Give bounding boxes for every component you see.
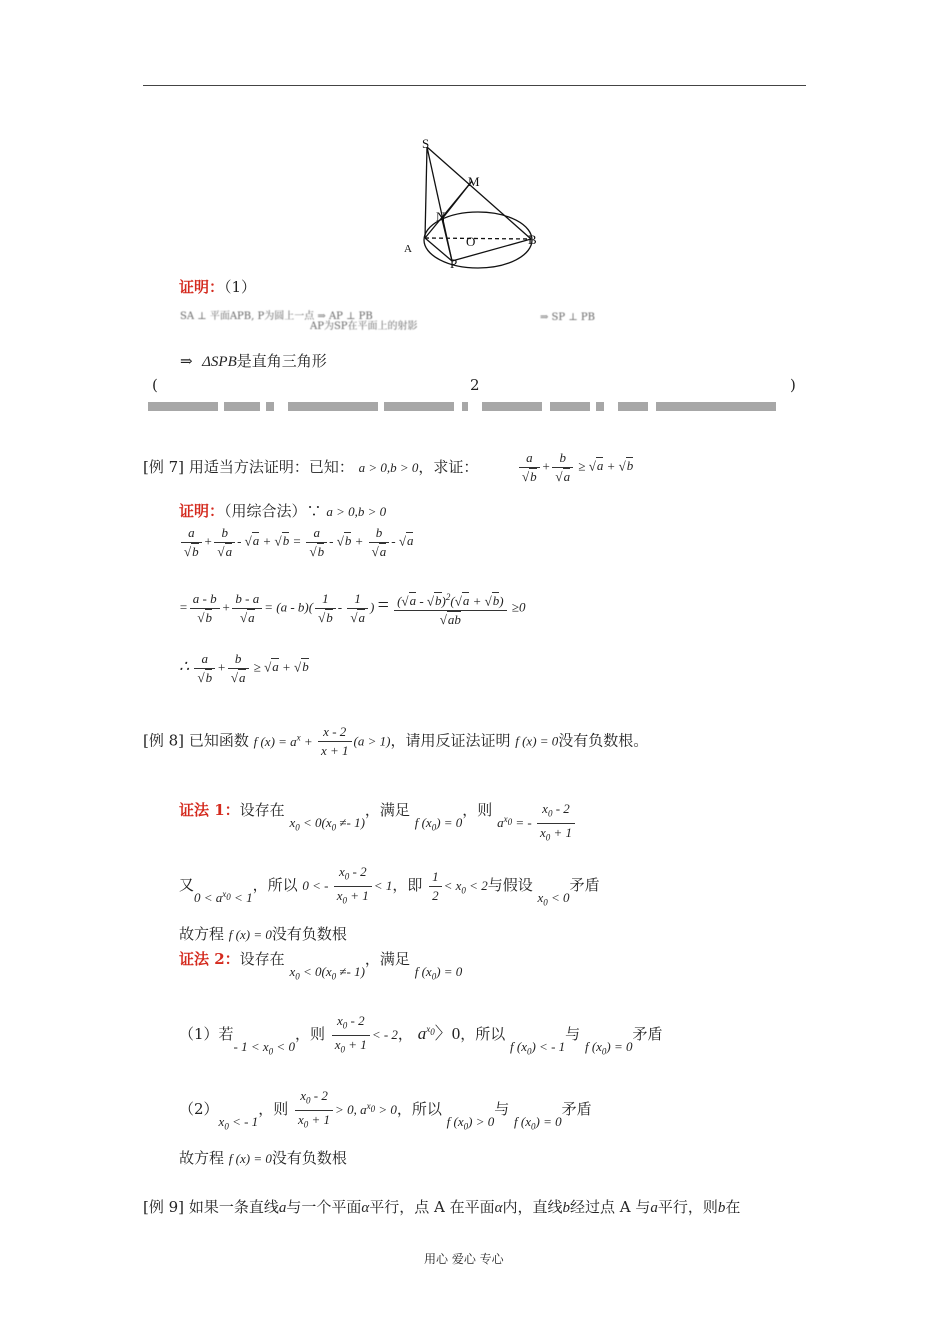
proof1-conclusion: ⇒ ΔSPB是直角三角形 (180, 352, 327, 370)
header-rule (143, 85, 806, 86)
label-o: O (466, 234, 476, 249)
geometry-figure (400, 135, 550, 270)
ex7-step1: $\frac{a}{√b}$ + $\frac{b}{√a}$ - √a + √b = $\frac{a}{√b}$ - √b + $\frac{b}{√a}$ - √a (179, 524, 413, 561)
ex7-target-inequality: $\frac{a}{√b}$ + $\frac{b}{√a}$ ≥ √a + √b (517, 449, 633, 486)
paren-open: ( (152, 376, 158, 394)
page-footer: 用心 爱心 专心 (424, 1252, 504, 1266)
ex7-conclusion: ∴ $\frac{a}{√b}$ + $\frac{b}{√a}$ ≥ √a + √b (179, 651, 309, 685)
illegible-formula-line (148, 397, 900, 413)
ex8-statement: [例 8] 已知函数 f $(x) = a^x$ + $\frac{x - 2}{x + 1}$ (a > 1)，请用反证法证明 f (x) = 0没有负数根。 (143, 724, 649, 758)
ex9-statement: [例 9] 如果一条直线a与一个平面α平行，点 A 在平面α内，直线b经过点 A 与a平行，则b在 (143, 1198, 741, 1216)
ex8-method1-line2: 又$0 < a^{x_0} < 1$，所以 0 < - $\frac{x_0 - 2}{x_0 + 1}$ < 1，即 $\frac{1}{2}$ < $x_0 < 2$与假设 $x_0 < 0$矛盾 (179, 864, 600, 908)
ex8-method1-line1: 证法 1：设存在 $x_0 < 0(x_0 \ne- 1)$，满足 f $(x_0) = 0$，则 $a^{x_0}$ = - $\frac{x_0 - 2}{x_0 + 1}$ (179, 788, 577, 834)
ex7-statement: [例 7] 用适当方法证明：已知： a > 0,b > 0，求证： (143, 458, 479, 476)
paren-number: 2 (470, 376, 480, 394)
label-a: A (404, 243, 412, 255)
label-s: S (422, 136, 430, 151)
label-b: B (528, 232, 537, 247)
ex8-conclusion1: 故方程 f (x) = 0没有负数根 (179, 925, 347, 943)
ex8-method2-line1: 证法 2：设存在 $x_0 < 0(x_0 \ne- 1)$，满足 f $(x_0) = 0$ (179, 950, 463, 982)
ex8-case1: （1）若- $1 < x_0 < 0$，则 $\frac{x_0 - 2}{x_0 + 1}$ < - 2， $a^{x_0}$〉0，所以 f $(x_0)$ < - 1与 f $(x_0) = 0$矛盾 (179, 1013, 663, 1057)
ex8-case2: $(2)x_0$ < - 1，则 $\frac{x_0 - 2}{x_0 + 1}$ > 0, $a^{x_0} > 0$，所以 f $(x_0) > 0$与 f $(x_0) = 0$矛盾 (179, 1088, 592, 1132)
proof1-heading: 证明：（1） (179, 278, 257, 296)
paren-close: ) (790, 376, 796, 394)
proof1-line2: AP为SP在平面上的射影 (310, 321, 418, 332)
label-m: M (468, 174, 480, 189)
ex7-proof-heading: 证明：（用综合法）∵ a > 0,b > 0 (179, 502, 387, 520)
proof1-line1: SA ⊥ 平面APB, P为圆上一点 ⇒ AP ⊥ PB (180, 311, 373, 322)
ex7-step2: = $\frac{a - b}{√b}$ + $\frac{b - a}{√a}$ = (a - b)( $\frac{1}{√b}$ - $\frac{1}{√a}$ ) = $\frac{(√a - √b)^2(√a + √b)}{√ab}$ ≥0 (179, 588, 526, 629)
ex8-conclusion2: 故方程 f (x) = 0没有负数根 (179, 1149, 347, 1167)
label-p: P (450, 256, 458, 270)
label-n: N (436, 209, 446, 224)
proof1-result: ⇒ SP ⊥ PB (540, 312, 595, 323)
